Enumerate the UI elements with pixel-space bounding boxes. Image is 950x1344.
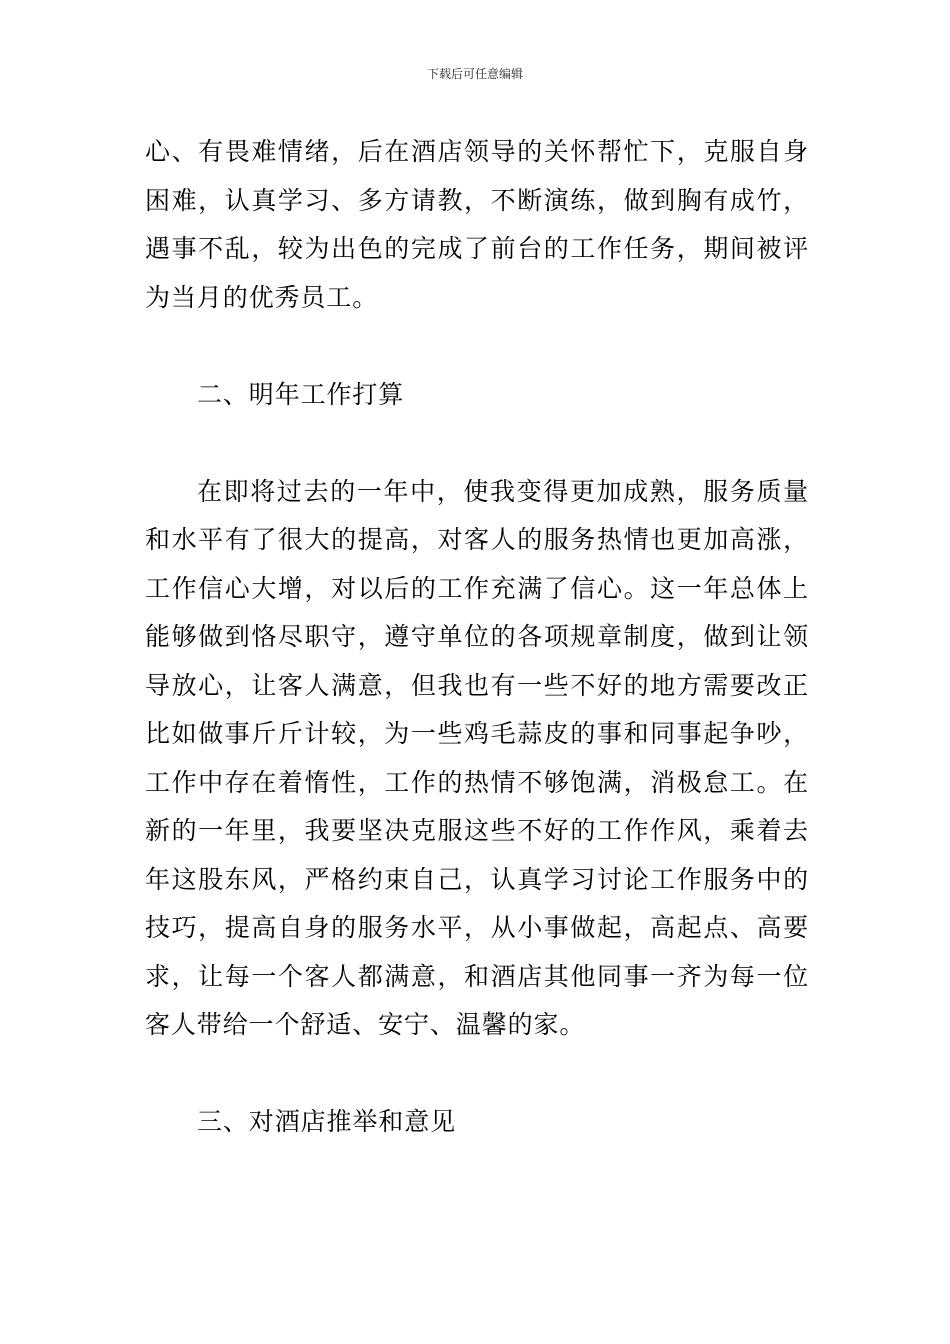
paragraph-line: 心、有畏难情绪，后在酒店领导的关怀帮忙下，克服自身 — [145, 137, 809, 166]
blank-line — [145, 1050, 809, 1099]
paragraph-line: 工作信心大增，对以后的工作充满了信心。这一年总体上 — [145, 573, 809, 603]
paragraph-line: 工作中存在着惰性，工作的热情不够饱满，消极怠工。在 — [145, 767, 809, 797]
paragraph-line: 为当月的优秀员工。 — [145, 282, 379, 312]
paragraph-line: 导放心，让客人满意，但我也有一些不好的地方需要改正 — [145, 670, 809, 700]
blank-line — [145, 419, 809, 468]
document-body — [145, 128, 809, 1147]
paragraph-line: 困难，认真学习、多方请教，不断演练，做到胸有成竹， — [145, 185, 809, 215]
paragraph-line: 在即将过去的一年中，使我变得更加成熟，服务质量 — [197, 476, 809, 506]
paragraph-line: 和水平有了很大的提高，对客人的服务热情也更加高涨， — [145, 525, 809, 554]
blank-line — [145, 322, 809, 371]
section-heading-2: 二、明年工作打算 — [197, 379, 405, 409]
page-header-note: 下载后可任意编辑 — [426, 67, 523, 81]
paragraph-line: 遇事不乱，较为出色的完成了前台的工作任务，期间被评 — [145, 234, 809, 263]
paragraph-line: 客人带给一个舒适、安宁、温馨的家。 — [145, 1010, 586, 1039]
paragraph-line: 技巧，提高自身的服务水平，从小事做起，高起点、高要 — [145, 913, 809, 942]
paragraph-line: 求，让每一个客人都满意，和酒店其他同事一齐为每一位 — [145, 961, 809, 991]
paragraph-line: 新的一年里，我要坚决克服这些不好的工作作风，乘着去 — [145, 816, 809, 845]
paragraph-line: 能够做到恪尽职守，遵守单位的各项规章制度，做到让领 — [145, 622, 809, 651]
paragraph-line: 比如做事斤斤计较，为一些鸡毛蒜皮的事和同事起争吵， — [145, 719, 809, 748]
paragraph-line: 年这股东风，严格约束自己，认真学习讨论工作服务中的 — [145, 864, 809, 894]
section-heading-3: 三、对酒店推举和意见 — [197, 1107, 457, 1136]
